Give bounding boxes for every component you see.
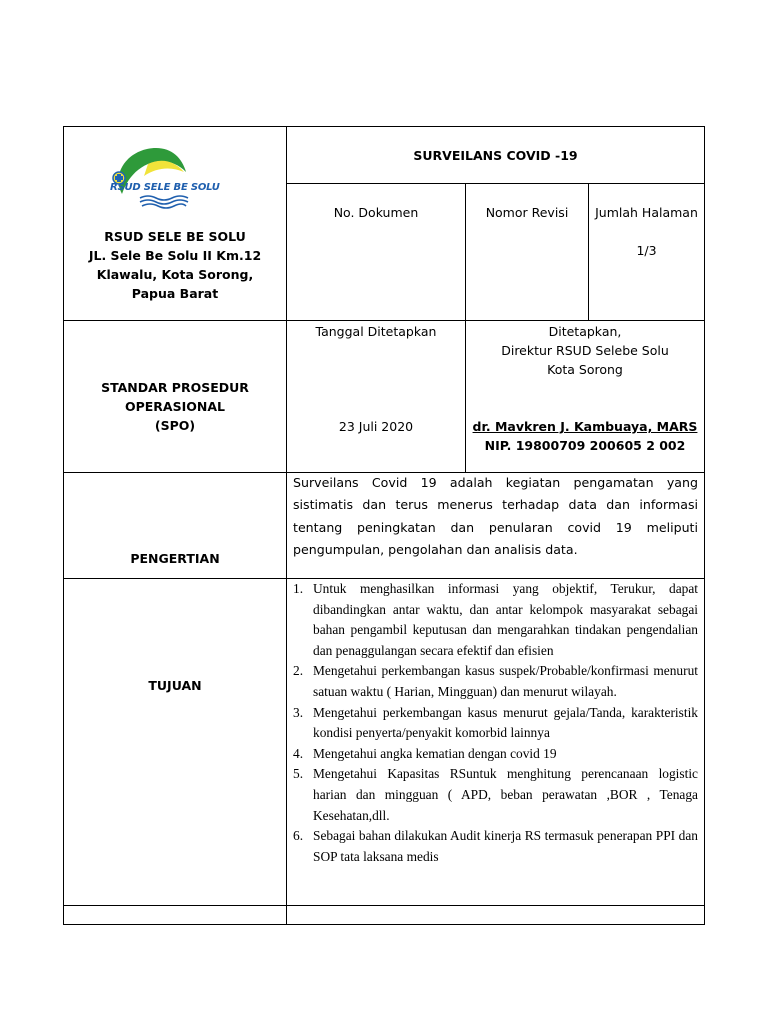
row-line xyxy=(63,905,705,906)
hospital-address-line-3: Papua Barat xyxy=(131,286,219,301)
list-item xyxy=(293,579,698,661)
hospital-address-line-2: Klawalu, Kota Sorong, xyxy=(96,267,254,282)
list-item-text: Untuk menghasilkan informasi yang objektif, Terukur, dapat dibandingkan antar waktu, dan antar kelompok masyarakat sebagai bahan pengambil keputusan dan mengarahkan tindakan pengendalian dan penaggulangan secara efektif dan efisien xyxy=(313,581,698,658)
tujuan-label: TUJUAN xyxy=(148,678,202,693)
list-item-number: 1. xyxy=(293,581,304,596)
spo-title xyxy=(64,378,286,435)
tanggal-label: Tanggal Ditetapkan xyxy=(315,324,437,339)
pengertian-text: Surveilans Covid 19 adalah kegiatan pengamatan yang sistimatis dan terus menerus terhadap data dan informasi tentang peningkatan dan penularan covid 19 meliputi pengumpulan, pengolahan dan analisis data. xyxy=(293,475,698,558)
row-line xyxy=(63,126,705,127)
list-item-text: Mengetahui perkembangan kasus menurut gejala/Tanda, karakteristik kondisi penyerta/penyakit komorbid lainnya xyxy=(313,704,698,741)
signer-block xyxy=(466,417,704,455)
signer-nip: NIP. 19800709 200605 2 002 xyxy=(484,438,686,453)
list-item-number: 2. xyxy=(293,663,304,679)
list-item-text: Mengetahui Kapasitas RSuntuk menghitung perencanaan logistic harian dan mingguan ( APD, beban perawatan ,BOR , Tenaga Kesehatan,dll. xyxy=(313,766,698,823)
spo-line-1: STANDAR PROSEDUR xyxy=(101,380,249,395)
list-item xyxy=(293,826,698,867)
hospital-logo xyxy=(104,142,228,212)
ditetapkan-line-1: Ditetapkan, xyxy=(548,324,622,339)
list-item-number: 4. xyxy=(293,745,304,761)
list-item-number: 3. xyxy=(293,704,304,720)
document-title: SURVEILANS COVID -19 xyxy=(413,148,578,163)
ditetapkan-line-2: Direktur RSUD Selebe Solu xyxy=(501,343,669,358)
row-line xyxy=(63,320,705,321)
nomor-revisi-label: Nomor Revisi xyxy=(485,205,569,220)
tujuan-list xyxy=(293,579,698,867)
list-item xyxy=(293,661,698,702)
signer-name: dr. Mavkren J. Kambuaya, MARS xyxy=(472,419,698,434)
list-item-text: Sebagai bahan dilakukan Audit kinerja RS termasuk penerapan PPI dan SOP tata laksana medis xyxy=(313,828,698,864)
list-item xyxy=(293,764,698,826)
hospital-name: RSUD SELE BE SOLU xyxy=(104,229,246,244)
row-line xyxy=(287,183,705,184)
list-item-text: Mengetahui angka kematian dengan covid 19 xyxy=(313,745,557,761)
col-line xyxy=(286,126,287,925)
list-item xyxy=(293,703,698,744)
list-item-text: Mengetahui perkembangan kasus suspek/Probable/konfirmasi menurut satuan waktu ( Harian, Mingguan) dan menurut wilayah. xyxy=(313,663,698,699)
no-dokumen-label: No. Dokumen xyxy=(333,205,419,220)
spo-line-3: (SPO) xyxy=(154,418,196,433)
row-line xyxy=(63,924,705,925)
col-line xyxy=(704,126,705,925)
ditetapkan-block xyxy=(466,322,704,379)
spo-line-2: OPERASIONAL xyxy=(124,399,225,414)
pengertian-label: PENGERTIAN xyxy=(130,551,220,566)
logo-icon xyxy=(104,142,228,212)
tanggal-value: 23 Juli 2020 xyxy=(338,419,414,434)
list-item-number: 5. xyxy=(293,766,304,782)
hospital-info xyxy=(64,227,286,303)
hospital-address-line-1: JL. Sele Be Solu II Km.12 xyxy=(88,248,262,263)
ditetapkan-line-3: Kota Sorong xyxy=(547,362,623,377)
logo-text: RSUD SELE BE SOLU xyxy=(110,182,220,193)
list-item-number: 6. xyxy=(293,828,304,844)
jumlah-halaman-label: Jumlah Halaman xyxy=(595,205,698,220)
jumlah-halaman-value: 1/3 xyxy=(636,243,657,258)
list-item xyxy=(293,744,698,765)
